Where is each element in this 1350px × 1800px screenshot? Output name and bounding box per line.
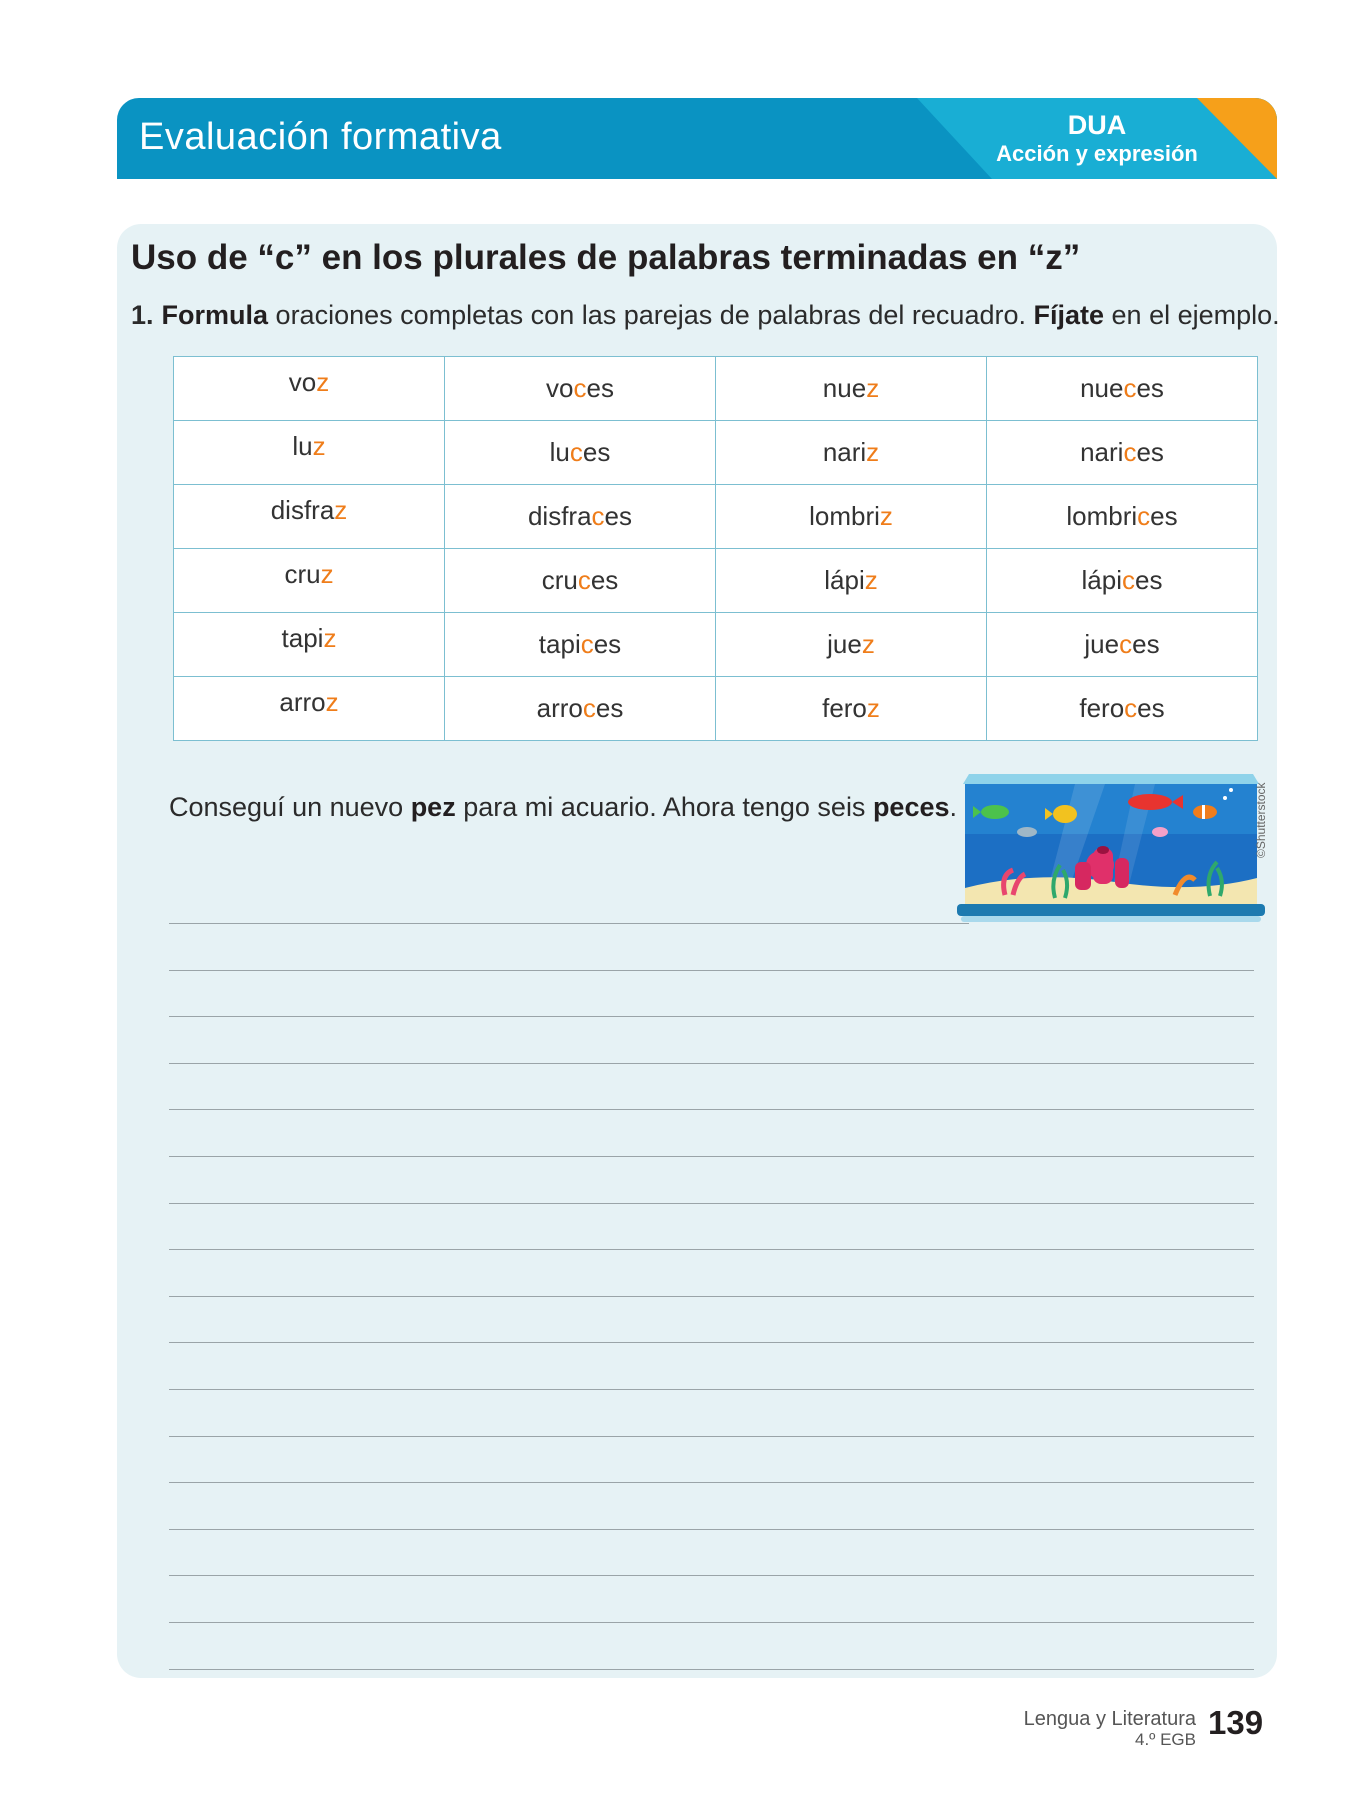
writing-line[interactable] [169,1296,1254,1297]
word-cell [174,549,445,613]
word-part: tapi [281,623,324,653]
word-part: jue [827,629,862,659]
word-part: fero [822,693,867,723]
footer-grade: 4.º EGB [1134,1730,1196,1749]
word-part: es [1136,373,1164,403]
writing-line[interactable] [169,970,1254,971]
writing-line[interactable] [169,1016,1254,1017]
table-row [174,613,1258,677]
highlighted-letter: c [1122,565,1135,595]
word-cell [716,357,987,421]
instruction-verb: Formula [161,300,269,330]
dua-label [982,110,1212,168]
word-part: arro [536,693,583,723]
word-cell [174,485,445,549]
footer-subject: Lengua y Literatura [1023,1708,1196,1730]
word-part: disfra [527,501,592,531]
word-part: nue [1080,373,1124,403]
highlighted-letter: z [866,437,880,467]
word-cell [987,549,1258,613]
instruction-verb-2: Fíjate [1033,300,1105,330]
word-cell [987,485,1258,549]
word-cell [716,677,987,741]
writing-line[interactable] [169,1109,1254,1110]
word-cell [716,421,987,485]
word-part: disfra [270,495,335,525]
writing-line[interactable] [169,1063,1254,1064]
highlighted-letter: z [866,373,880,403]
table-row [174,421,1258,485]
writing-line[interactable] [169,1203,1254,1204]
instruction-number: 1. [131,300,154,330]
writing-line[interactable] [169,1249,1254,1250]
word-cell [987,357,1258,421]
highlighted-letter: c [1137,501,1151,531]
highlighted-letter: c [1119,629,1133,659]
word-part: cru [541,565,578,595]
instruction [131,300,1280,331]
word-cell [987,421,1258,485]
highlighted-letter: z [334,495,348,525]
highlighted-letter: c [1123,437,1137,467]
example-part-1: Conseguí un nuevo [169,792,411,822]
word-cell [174,357,445,421]
highlighted-letter: z [325,687,339,717]
word-part: lombri [809,501,880,531]
table-row [174,549,1258,613]
word-part: es [586,373,614,403]
example-bold-1: pez [410,792,456,822]
word-cell [174,421,445,485]
header-title: Evaluación formativa [139,116,502,158]
word-part: nue [822,373,867,403]
highlighted-letter: c [582,693,596,723]
highlighted-letter: z [316,367,330,397]
word-part: vo [288,367,317,397]
highlighted-letter: z [864,565,878,595]
header-banner [117,98,1277,179]
highlighted-letter: c [573,373,587,403]
highlighted-letter: z [312,431,326,461]
highlighted-letter: z [320,559,334,589]
word-cell [174,613,445,677]
aquarium-illustration [955,770,1267,928]
word-cell [445,549,716,613]
highlighted-letter: c [1124,693,1138,723]
word-cell [445,357,716,421]
word-part: lombri [1066,501,1138,531]
instruction-text-2: en el ejemplo. [1104,300,1280,330]
word-part: cru [284,559,321,589]
writing-line[interactable] [169,1669,1254,1670]
word-cell [987,613,1258,677]
word-cell [716,485,987,549]
highlighted-letter: c [580,629,594,659]
word-part: vo [546,373,574,403]
writing-line[interactable] [169,1622,1254,1623]
word-part: es [1136,437,1164,467]
table-row [174,357,1258,421]
word-cell [445,677,716,741]
writing-line[interactable] [169,1529,1254,1530]
word-cell [174,677,445,741]
example-part-2: para mi acuario. Ahora tengo seis [455,792,873,822]
writing-line[interactable] [169,1575,1254,1576]
highlighted-letter: z [323,623,337,653]
word-cell [445,613,716,677]
writing-line[interactable] [169,1482,1254,1483]
writing-line[interactable] [169,923,969,924]
word-part: lu [292,431,313,461]
highlighted-letter: c [591,501,605,531]
example-part-3: . [949,792,958,822]
word-part: jue [1084,629,1120,659]
dua-title: DUA [1067,110,1127,140]
writing-line[interactable] [169,1156,1254,1157]
section-heading: Uso de “c” en los plurales de palabras terminadas en “z” [131,238,1081,277]
writing-line[interactable] [169,1342,1254,1343]
instruction-text-1: oraciones completas con las parejas de palabras del recuadro. [268,300,1034,330]
word-cell [716,613,987,677]
word-part: fero [1079,693,1125,723]
word-part: es [1137,693,1165,723]
word-part: es [595,693,624,723]
word-part: nari [1080,437,1124,467]
word-cell [987,677,1258,741]
word-part: es [590,565,619,595]
word-part: arro [279,687,326,717]
word-part: lápi [824,565,865,595]
table-row [174,485,1258,549]
word-table [173,356,1258,741]
word-part: es [582,437,611,467]
highlighted-letter: z [879,501,893,531]
example-sentence [169,792,957,823]
highlighted-letter: z [861,629,875,659]
table-row [174,677,1258,741]
word-part: es [1132,629,1160,659]
highlighted-letter: c [1123,373,1137,403]
word-part: es [1150,501,1178,531]
word-part: nari [822,437,867,467]
word-cell [445,421,716,485]
word-part: es [593,629,622,659]
writing-line[interactable] [169,1389,1254,1390]
word-cell [716,549,987,613]
word-part: lu [549,437,570,467]
word-cell [445,485,716,549]
dua-subtitle: Acción y expresión [996,141,1198,166]
writing-line[interactable] [169,1436,1254,1437]
word-part: es [604,501,633,531]
highlighted-letter: c [569,437,583,467]
highlighted-letter: z [866,693,880,723]
image-credit: ©Shutterstock [1254,782,1268,858]
example-bold-2: peces [872,792,950,822]
page-number: 139 [1208,1704,1264,1741]
word-part: es [1135,565,1163,595]
word-part: lápi [1081,565,1122,595]
highlighted-letter: c [577,565,591,595]
word-part: tapi [538,629,581,659]
